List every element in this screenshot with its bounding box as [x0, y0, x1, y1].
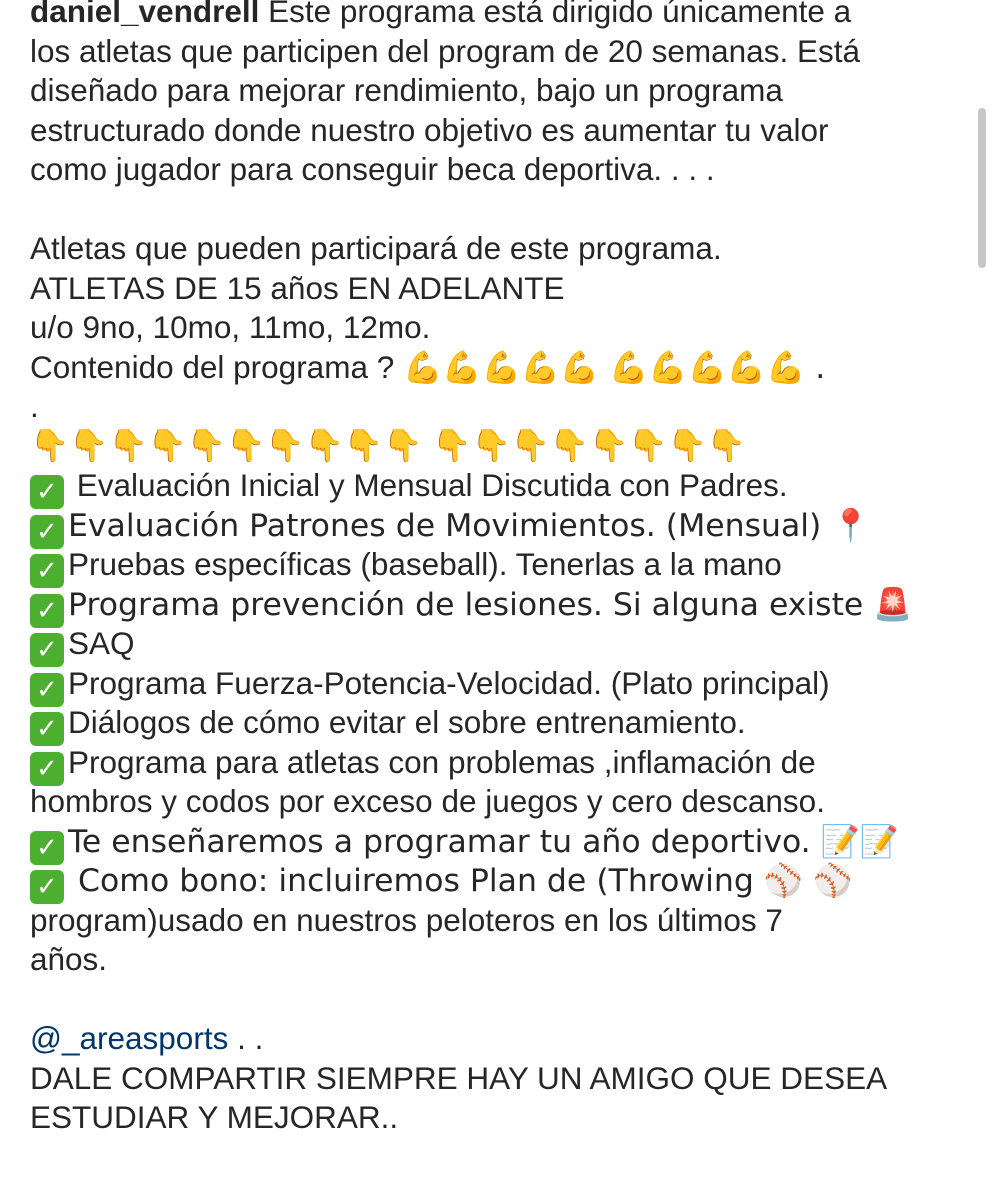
checklist-item: [30, 664, 960, 704]
checklist-item-text: Programa prevención de lesiones. Si alguna existe 🚨: [68, 586, 913, 623]
caption-intro-line: diseñado para mejorar rendimiento, bajo un programa: [30, 72, 783, 108]
scrollbar[interactable]: [978, 108, 986, 268]
caption-intro-line: estructurado donde nuestro objetivo es aumentar tu valor: [30, 111, 829, 148]
post-caption: [30, 0, 960, 1138]
checklist-item-text: Diálogos de cómo evitar el sobre entrenamiento.: [68, 704, 746, 740]
blank-line: [30, 980, 960, 1020]
athletes-line: u/o 9no, 10mo, 11mo, 12mo.: [30, 309, 431, 345]
check-mark-icon: ✓: [30, 554, 64, 588]
check-mark-icon: ✓: [30, 752, 64, 786]
checklist-item-text: Como bono: incluiremos Plan de (Throwing ⚾ ⚾: [68, 863, 853, 899]
athletes-line: ATLETAS DE 15 años EN ADELANTE: [30, 269, 565, 306]
checklist-item-text: SAQ: [68, 625, 135, 661]
check-mark-icon: ✓: [30, 673, 64, 707]
dot-line: .: [30, 388, 39, 424]
checklist-item-text: Programa Fuerza-Potencia-Velocidad. (Plato principal): [68, 664, 830, 701]
checklist-item: [30, 822, 960, 862]
caption-intro-first: Este programa está dirigido únicamente a: [268, 0, 852, 29]
checklist-item: [30, 585, 960, 625]
caption-intro-line: los atletas que participen del program de 20 semanas. Está: [30, 32, 860, 69]
checklist-item-continuation: años.: [30, 941, 108, 977]
content-label: Contenido del programa ?: [30, 348, 395, 385]
check-mark-icon: ✓: [30, 594, 64, 628]
checklist-item: [30, 545, 960, 585]
checklist-item-text: Programa para atletas con problemas ,inflamación de: [68, 743, 816, 780]
checklist-item: [30, 743, 960, 783]
checklist-item: [30, 466, 960, 506]
flexed-biceps-icon: 💪💪💪💪💪 💪💪💪💪💪 .: [403, 349, 826, 386]
check-mark-icon: ✓: [30, 831, 64, 865]
athletes-line: Atletas que pueden participará de este programa.: [30, 230, 722, 266]
blank-line: [30, 190, 960, 230]
pointing-down-icon: 👇👇👇👇👇👇👇👇👇👇 👇👇👇👇👇👇👇👇: [30, 427, 746, 464]
checklist-item-text: Pruebas específicas (baseball). Tenerlas a la mano: [68, 546, 782, 582]
mention-link[interactable]: @_areasports: [30, 1020, 229, 1056]
caption-line-1: [30, 0, 960, 32]
checklist-item: [30, 703, 960, 743]
check-mark-icon: ✓: [30, 870, 64, 904]
share-line: ESTUDIAR Y MEJORAR..: [30, 1099, 399, 1135]
caption-intro-line: como jugador para conseguir beca deportiva. . . .: [30, 151, 715, 187]
check-mark-icon: ✓: [30, 633, 64, 667]
check-mark-icon: ✓: [30, 515, 64, 549]
username-link[interactable]: daniel_vendrell: [30, 0, 260, 29]
share-line: DALE COMPARTIR SIEMPRE HAY UN AMIGO QUE DESEA: [30, 1059, 888, 1096]
content-line: [30, 348, 960, 388]
checklist-item-text: Te enseñaremos a programar tu año deportivo. 📝📝: [68, 823, 900, 860]
checklist-item-continuation: hombros y codos por exceso de juegos y cero descanso.: [30, 783, 825, 819]
checklist-item-continuation: program)usado en nuestros peloteros en los últimos 7: [30, 901, 783, 938]
checklist-item-text: Evaluación Patrones de Movimientos. (Mensual) 📍: [68, 507, 871, 544]
checklist-item-text: Evaluación Inicial y Mensual Discutida con Padres.: [68, 467, 788, 503]
checklist-item: [30, 861, 960, 901]
mention-suffix: . .: [228, 1020, 264, 1056]
mention-line: [30, 1019, 960, 1059]
check-mark-icon: ✓: [30, 712, 64, 746]
checklist-item: [30, 506, 960, 546]
checklist-item: [30, 624, 960, 664]
check-mark-icon: ✓: [30, 475, 64, 509]
